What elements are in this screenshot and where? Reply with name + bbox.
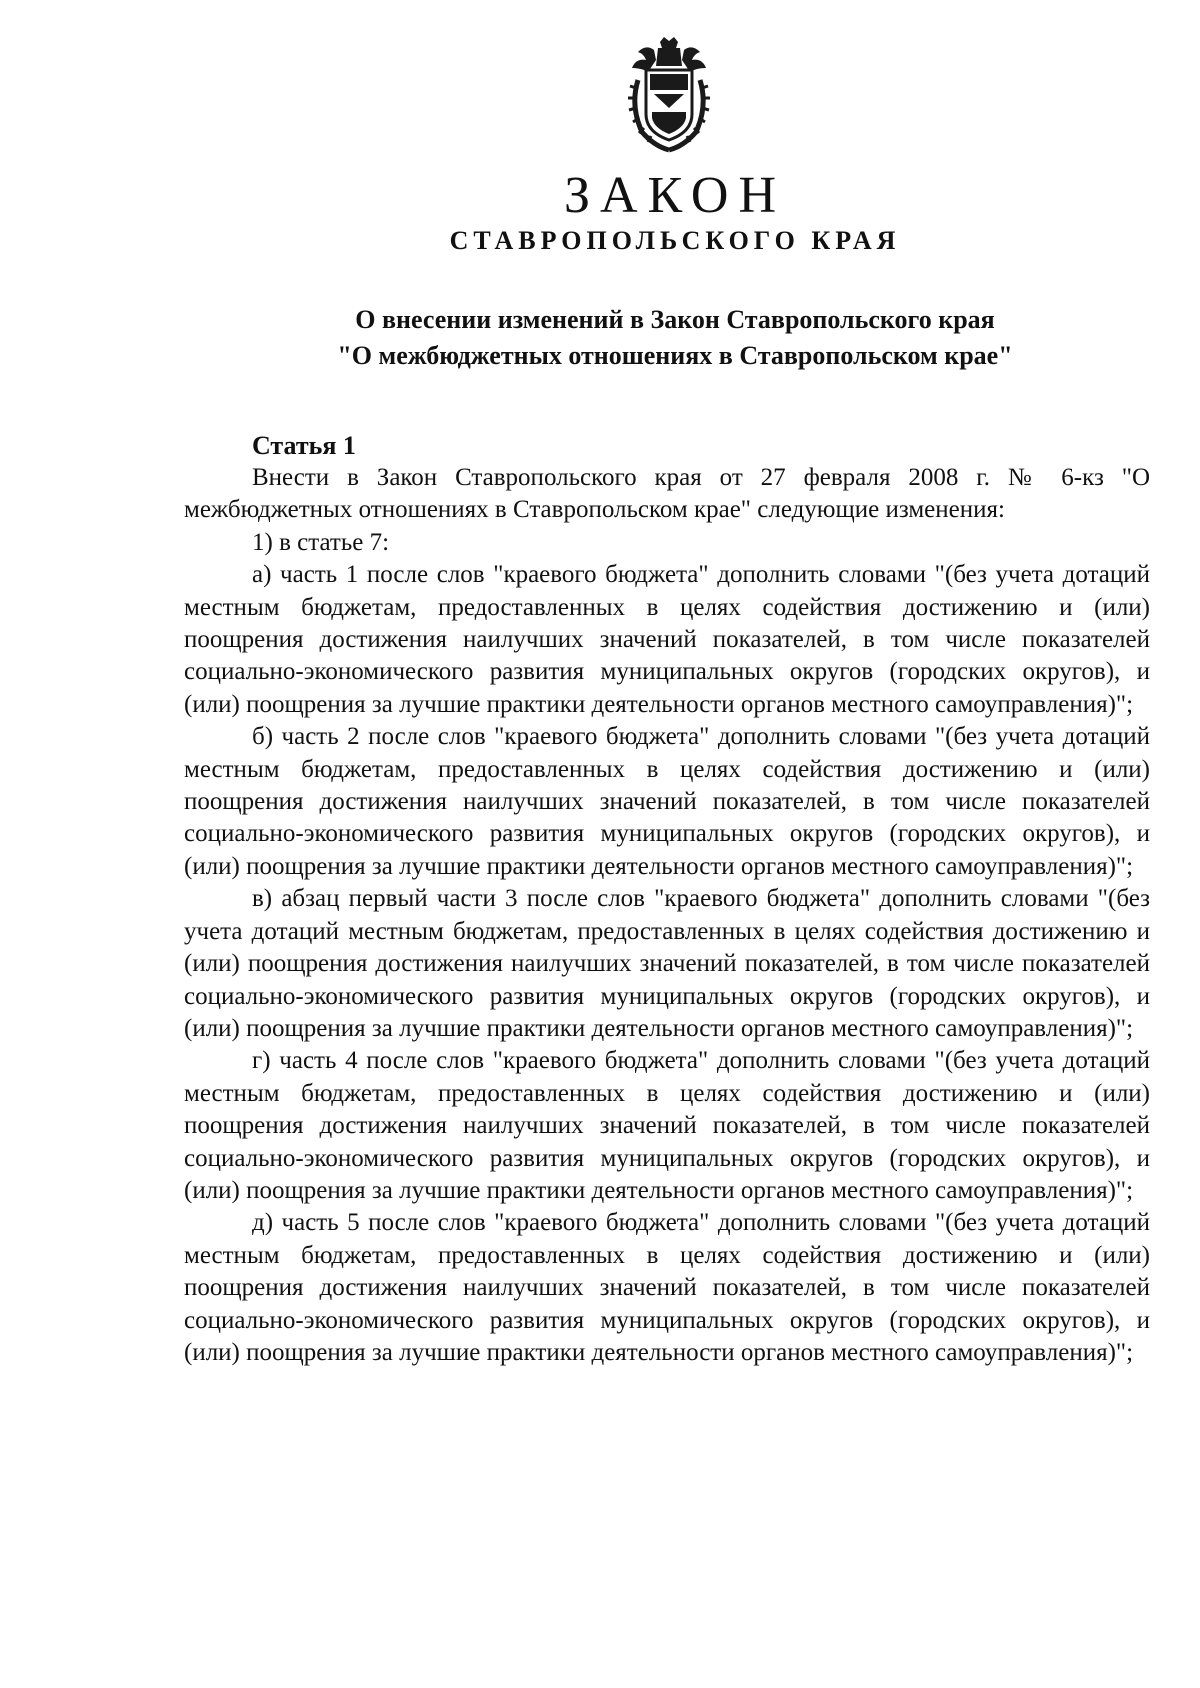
law-heading (0, 302, 1200, 374)
paragraph: Внести в Закон Ставропольского края от 27 февраля 2008 г. № 6-кз "О межбюджетных отношениях в Ставропольском крае" следующие изменения: (184, 464, 1150, 524)
law-heading-line-2: "О межбюджетных отношениях в Ставропольском крае" (337, 341, 1013, 370)
document-title: ЗАКОН (563, 167, 787, 224)
paragraph: б) часть 2 после слов "краевого бюджета" дополнить словами "(без учета дотаций местным бюджетам, предоставленных в целях содействия достижению и (или) поощрения достижения наилучших значений показателей, в том числе показателей социально-экономического развития муниципальных округов (городских округов), и (или) поощрения за лучшие практики деятельности органов местного самоуправления)"; (184, 723, 1150, 880)
coat-of-arms-icon (624, 36, 714, 154)
document-subtitle: СТАВРОПОЛЬСКОГО КРАЯ (449, 226, 901, 255)
article-body (184, 462, 1150, 1369)
paragraph: 1) в статье 7: (252, 528, 390, 556)
article-title: Статья 1 (252, 431, 356, 460)
paragraph: в) абзац первый части 3 после слов "краевого бюджета" дополнить словами "(без учета дотаций местным бюджетам, предоставленных в целях содействия достижению и (или) поощрения достижения наилучших значений показателей, в том числе показателей социально-экономического развития муниципальных округов (городских округов), и (или) поощрения за лучшие практики деятельности органов местного самоуправления)"; (184, 885, 1150, 1042)
paragraph: г) часть 4 после слов "краевого бюджета" дополнить словами "(без учета дотаций местным бюджетам, предоставленных в целях содействия достижению и (или) поощрения достижения наилучших значений показателей, в том числе показателей социально-экономического развития муниципальных округов (городских округов), и (или) поощрения за лучшие практики деятельности органов местного самоуправления)"; (184, 1047, 1150, 1204)
paragraph: д) часть 5 после слов "краевого бюджета" дополнить словами "(без учета дотаций местным бюджетам, предоставленных в целях содействия достижению и (или) поощрения достижения наилучших значений показателей, в том числе показателей социально-экономического развития муниципальных округов (городских округов), и (или) поощрения за лучшие практики деятельности органов местного самоуправления)"; (184, 1209, 1150, 1366)
law-heading-line-1: О внесении изменений в Закон Ставропольского края (355, 305, 995, 334)
paragraph: а) часть 1 после слов "краевого бюджета" дополнить словами "(без учета дотаций местным бюджетам, предоставленных в целях содействия достижению и (или) поощрения достижения наилучших значений показателей, в том числе показателей социально-экономического развития муниципальных округов (городских округов), и (или) поощрения за лучшие практики деятельности органов местного самоуправления)"; (184, 561, 1150, 718)
